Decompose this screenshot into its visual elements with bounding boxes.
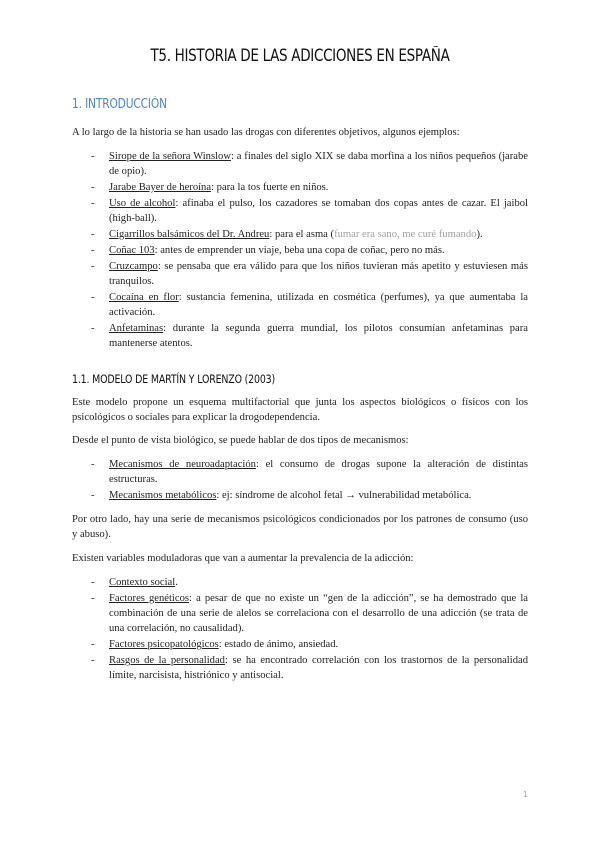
list-item-text: : durante la segunda guerra mundial, los pilotos consumían anfetaminas para mantenerse atentos. [109,323,528,349]
list-item-term: Sirope de la señora Winslow [109,151,231,162]
list-item-term: Coñac 103 [109,245,155,256]
list-item-term: Mecanismos metabólicos [109,490,217,501]
list-item [72,149,528,179]
modelo-paragraph-2: Desde el punto de vista biológico, se puede hablar de dos tipos de mecanismos: [72,435,409,446]
list-item-text: : para el asma ( [269,229,335,240]
list-item-text: : a finales del siglo XIX se daba morfina a los niños pequeños (jarabe de opio). [109,151,528,177]
modelo-block [72,395,528,684]
page-number: 1 [523,790,528,799]
bullet-dash: - [91,245,95,256]
list-item [72,653,528,683]
list-item-text: : se pensaba que era válido para que los niños tuvieran más apetito y estuviesen más tranquilos. [109,261,528,287]
list-item-text: . [175,577,178,588]
document-title: T5. HISTORIA DE LAS ADICCIONES EN ESPAÑA [150,46,450,65]
list-item-text: : el consumo de drogas supone la alteración de distintas estructuras. [109,459,528,485]
list-item-term: Contexto social [109,577,176,588]
list-item-text: : afinaba el pulso, los cazadores se tomaban dos copas antes de cazar. El jaibol (high-ball). [109,198,528,224]
modelo-paragraph-1: Este modelo propone un esquema multifactorial que junta los aspectos biológicos o físicos con los psicológicos o sociales para explicar la drogodependencia. [72,397,528,423]
drug-examples-list [72,149,528,351]
list-item [72,196,528,226]
list-item [72,290,528,320]
introduccion-block [72,125,528,352]
modelo-paragraph-4: Existen variables moduladoras que van a aumentar la prevalencia de la adicción: [72,553,414,564]
list-item [72,591,528,636]
list-item [72,180,528,195]
list-item-term: Jarabe Bayer de heroína [109,182,212,193]
list-item-term: Factores psicopatológicos [109,639,219,650]
modelo-paragraph-3: Por otro lado, hay una serie de mecanismos psicológicos condicionados por los patrones de consumo (uso y abuso). [72,514,528,540]
bullet-dash: - [91,151,95,162]
list-item-text: : antes de emprender un viaje, beba una copa de coñac, pero no más. [154,245,445,256]
list-item-text: : estado de ánimo, ansiedad. [218,639,339,650]
list-item [72,488,528,503]
list-item [72,637,528,652]
list-item-text: : ej: síndrome de alcohol fetal → vulnerabilidad metabólica. [216,490,472,501]
bullet-dash: - [91,655,95,666]
list-item [72,259,528,289]
bullet-dash: - [91,292,95,303]
bullet-dash: - [91,229,95,240]
list-item-term: Cigarrillos balsámicos del Dr. Andreu [109,229,270,240]
list-item-text: : para la tos fuerte en niños. [211,182,329,193]
bullet-dash: - [91,593,95,604]
list-item-quote: fumar era sano, me curé fumando [334,229,477,240]
bullet-dash: - [91,459,95,470]
list-item-term: Mecanismos de neuroadaptación [109,459,256,470]
list-item-text-after: ). [476,229,483,240]
list-item [72,457,528,487]
list-item-term: Uso de alcohol [109,198,176,209]
intro-paragraph: A lo largo de la historia se han usado las drogas con diferentes objetivos, algunos ejemplos: [72,127,460,138]
list-item-term: Anfetaminas [109,323,164,334]
list-item [72,227,528,242]
bullet-dash: - [91,323,95,334]
biological-mechanisms-list [72,457,528,503]
list-item [72,575,528,590]
bullet-dash: - [91,198,95,209]
modulating-variables-list [72,575,528,683]
bullet-dash: - [91,490,95,501]
list-item [72,243,528,258]
bullet-dash: - [91,577,95,588]
section-heading-introduccion: 1. INTRODUCCIÓN [72,97,167,112]
list-item-text: : se ha encontrado correlación con los trastornos de la personalidad límite, narcisista, histriónico y antisocial. [109,655,528,681]
list-item-term: Cocaína en flor [109,292,179,303]
subsection-heading-modelo: 1.1. MODELO DE MARTÍN Y LORENZO (2003) [72,372,276,386]
bullet-dash: - [91,182,95,193]
list-item [72,321,528,351]
list-item-term: Rasgos de la personalidad [109,655,225,666]
list-item-term: Factores genéticos [109,593,190,604]
list-item-term: Cruzcampo [109,261,158,272]
list-item-text: : sustancia femenina, utilizada en cosmética (perfumes), ya que aumentaba la activación. [109,292,528,318]
bullet-dash: - [91,261,95,272]
list-item-text: : a pesar de que no existe un “gen de la adicción”, se ha demostrado que la combinación de una serie de alelos se correlaciona con el desarrollo de una adicción (se trata de una correlación, no causalidad). [109,593,528,634]
bullet-dash: - [91,639,95,650]
